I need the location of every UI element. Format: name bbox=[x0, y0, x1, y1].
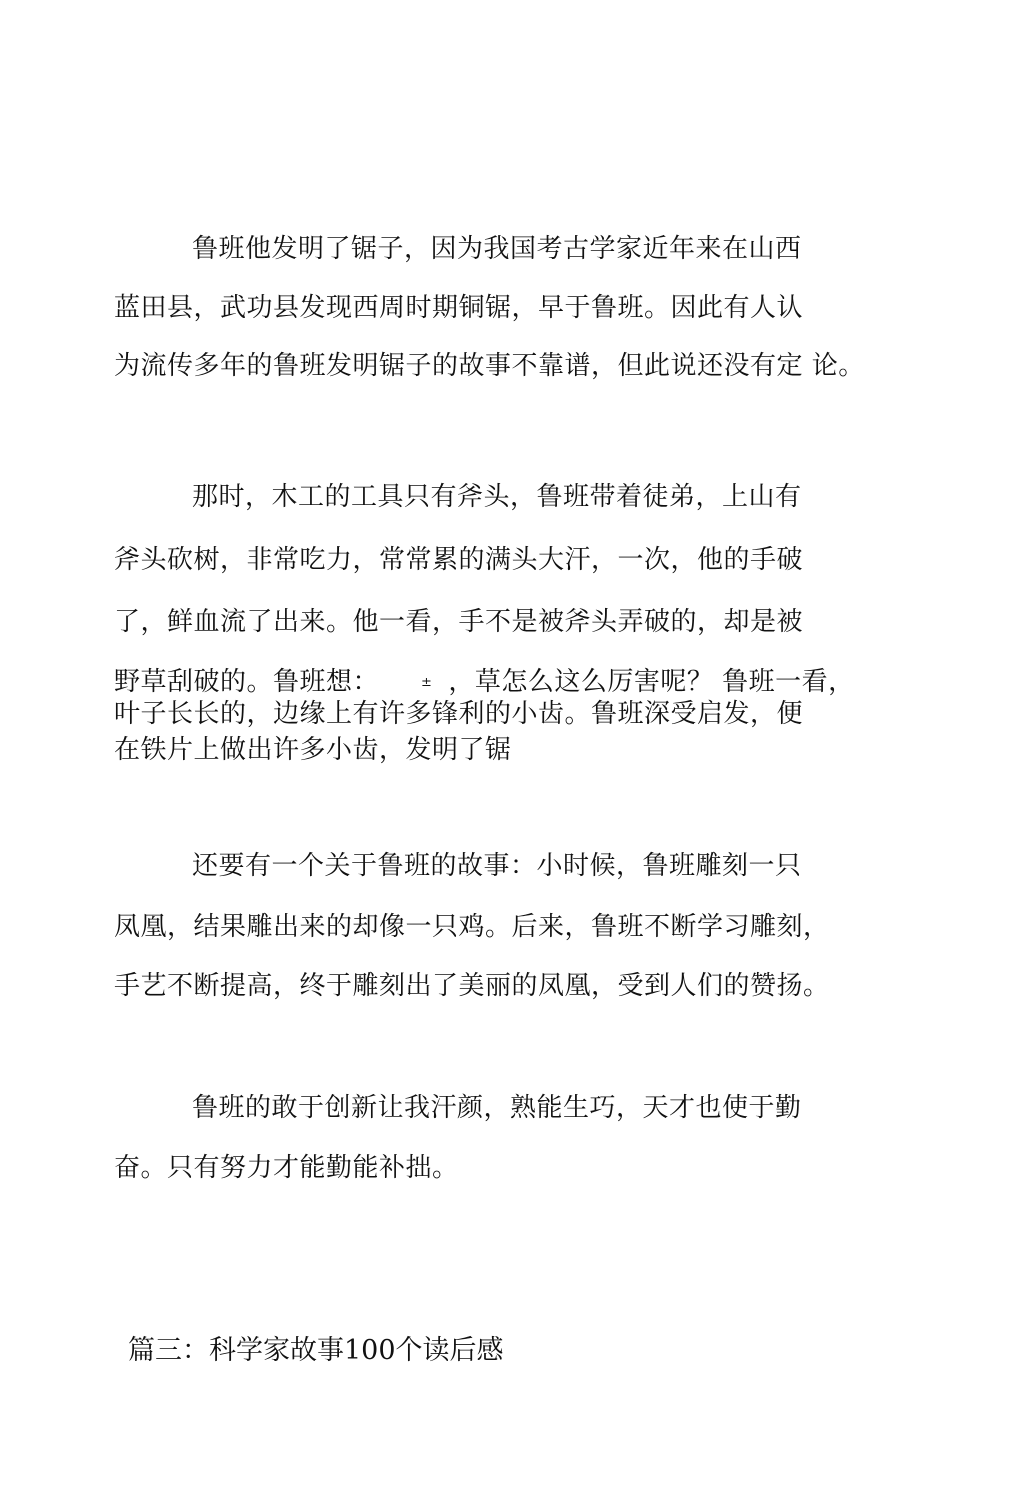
paragraph-3-line-2: 凤凰，结果雕出来的却像一只鸡。后来，鲁班不断学习雕刻， bbox=[114, 912, 830, 942]
paragraph-4-line-2: 奋。只有努力才能勤能补拙。 bbox=[114, 1153, 459, 1183]
paragraph-2-line-5: 叶子长长的，边缘上有许多锋利的小齿。鲁班深受启发，便 bbox=[114, 699, 804, 729]
paragraph-3-line-3: 手艺不断提高，终于雕刻出了美丽的凤凰，受到人们的赞扬。 bbox=[114, 971, 830, 1001]
paragraph-2-line-4-before: 野草刮破的。鲁班想： bbox=[114, 667, 380, 697]
paragraph-3-line-1: 还要有一个关于鲁班的故事：小时候，鲁班雕刻一只 bbox=[192, 851, 802, 881]
paragraph-2-line-3: 了，鲜血流了出来。他一看，手不是被斧头弄破的，却是被 bbox=[114, 607, 804, 637]
section-heading: 篇三：科学家故事100个读后感 bbox=[128, 1335, 504, 1366]
paragraph-1-line-1: 鲁班他发明了锯子，因为我国考古学家近年来在山西 bbox=[192, 234, 802, 264]
paragraph-4-line-1: 鲁班的敢于创新让我汗颜，熟能生巧，天才也使于勤 bbox=[192, 1093, 802, 1123]
paragraph-2-line-1: 那时，木工的工具只有斧头，鲁班带着徒弟，上山有 bbox=[192, 482, 802, 512]
plus-minus-mark: ± bbox=[421, 675, 433, 690]
paragraph-2-line-4 bbox=[114, 665, 855, 700]
paragraph-2-line-2: 斧头砍树，非常吃力，常常累的满头大汗，一次，他的手破 bbox=[114, 545, 804, 575]
paragraph-1-line-3: 为流传多年的鲁班发明锯子的故事不靠谱，但此说还没有定 论。 bbox=[114, 351, 865, 381]
paragraph-2-line-4-after: ，草怎么这么厉害呢？ 鲁班一看， bbox=[448, 667, 855, 697]
paragraph-1-line-2: 蓝田县，武功县发现西周时期铜锯，早于鲁班。因此有人认 bbox=[114, 293, 804, 323]
paragraph-2-line-6: 在铁片上做出许多小齿，发明了锯 bbox=[114, 735, 512, 765]
